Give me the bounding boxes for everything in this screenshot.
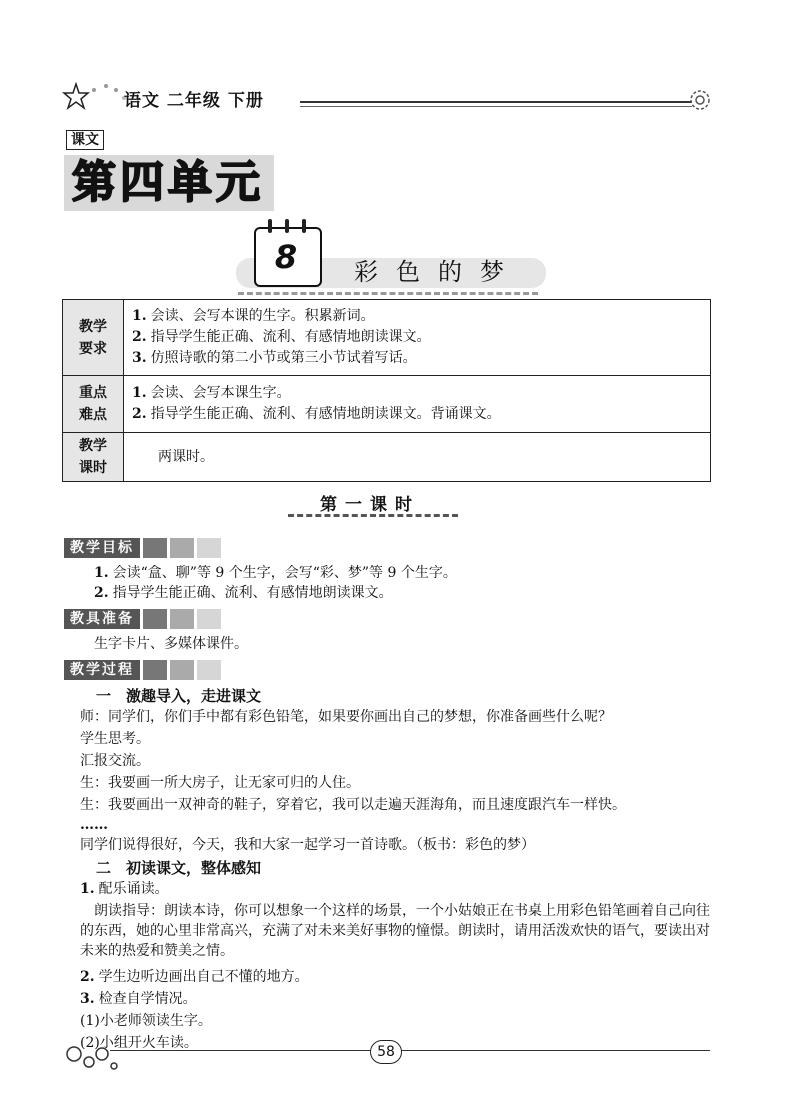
item-number: 3. — [80, 991, 95, 1007]
decor-block — [143, 609, 167, 629]
unit-title: 第四单元 — [72, 157, 264, 208]
footer-rule — [110, 1050, 710, 1051]
dialogue-line: 汇报交流。 — [80, 753, 150, 769]
process-heading — [64, 660, 221, 680]
process-item — [80, 879, 169, 899]
dialogue-line: 生：我要画出一双神奇的鞋子，穿着它，我可以走遍天涯海角，而且速度跟汽车一样快。 — [80, 797, 626, 813]
decor-block — [197, 609, 221, 629]
goals-heading — [64, 538, 221, 558]
decor-block — [197, 660, 221, 680]
table-row — [63, 376, 711, 433]
item-text: 学生边听边画出自己不懂的地方。 — [98, 969, 309, 985]
banner-dashed-rule — [238, 292, 538, 295]
header-rule — [300, 101, 692, 103]
header-rule-thin — [300, 106, 692, 107]
dialogue-line: 同学们说得很好，今天，我和大家一起学习一首诗歌。（板书：彩色的梦） — [80, 837, 535, 853]
process-item — [80, 989, 197, 1009]
reading-guidance-paragraph: 朗读指导：朗读本诗，你可以想象一个这样的场景，一个小姑娘正在书桌上用彩色铅笔画着自己向往的东西，她的心里非常高兴，充满了对未来美好事物的憧憬。朗读时，请用活泼欢快的语气，要读出对未来的热爱和赞美之情。 — [80, 903, 710, 959]
table-row — [63, 300, 711, 376]
item-text: 检查自学情况。 — [98, 991, 197, 1007]
item-text: 指导学生能正确、流利、有感情地朗读课文。 — [112, 585, 393, 601]
dialogue-line: 师：同学们，你们手中都有彩色铅笔，如果要你画出自己的梦想，你准备画些什么呢？ — [80, 709, 612, 725]
ellipsis-line: …… — [80, 817, 108, 833]
prep-label: 教具准备 — [64, 609, 140, 629]
item-text: 仿照诗歌的第二小节或第三小节试着写话。 — [150, 350, 417, 366]
row-content — [124, 376, 711, 433]
dialogue-line: 学生思考。 — [80, 731, 150, 747]
item-text: 会读“盒、聊”等 9 个生字，会写“彩、梦”等 9 个生字。 — [112, 565, 457, 581]
section-underline — [288, 514, 458, 521]
item-text: 配乐诵读。 — [98, 881, 169, 897]
lesson-number: 8 — [274, 238, 298, 276]
row-head: 重点 难点 — [63, 376, 124, 433]
item-number: 1. — [132, 385, 147, 401]
lesson-type-tag: 课文 — [66, 130, 104, 150]
sub-item: (1)小老师领读生字。 — [80, 1013, 212, 1029]
item-number: 2. — [132, 406, 147, 422]
step-one-heading: 一 激趣导入，走进课文 — [96, 687, 262, 705]
item-number: 3. — [132, 350, 147, 366]
prep-heading — [64, 609, 221, 629]
decor-block — [170, 660, 194, 680]
item-number: 2. — [80, 969, 95, 985]
book-header-title: 语文 二年级 下册 — [124, 91, 264, 111]
decor-block — [197, 538, 221, 558]
step-two-heading: 二 初读课文，整体感知 — [96, 859, 262, 877]
teaching-requirements-table — [62, 299, 711, 482]
sub-item: (2)小组开火车读。 — [80, 1035, 198, 1051]
decor-block — [170, 609, 194, 629]
goal-item — [94, 583, 393, 603]
dialogue-line: 生：我要画一所大房子，让无家可归的人住。 — [80, 775, 360, 791]
row-content: 两课时。 — [124, 433, 711, 482]
row-head: 教学 要求 — [63, 300, 124, 376]
item-number: 1. — [132, 308, 147, 324]
item-number: 2. — [94, 585, 109, 601]
row-head: 教学 课时 — [63, 433, 124, 482]
process-label: 教学过程 — [64, 660, 140, 680]
header-spiral-icon — [688, 88, 712, 112]
item-text: 指导学生能正确、流利、有感情地朗读课文。背诵课文。 — [150, 406, 501, 422]
section-title: 第一课时 — [320, 495, 420, 515]
item-number: 1. — [80, 881, 95, 897]
page-number: 58 — [370, 1040, 402, 1064]
goal-item — [94, 563, 457, 583]
goals-label: 教学目标 — [64, 538, 140, 558]
decor-block — [143, 538, 167, 558]
process-item — [80, 967, 309, 987]
footer-bubbles-decoration — [64, 1040, 124, 1076]
item-number: 2. — [132, 329, 147, 345]
decor-block — [170, 538, 194, 558]
item-text: 指导学生能正确、流利、有感情地朗读课文。 — [150, 329, 431, 345]
item-text: 会读、会写本课的生字。积累新词。 — [150, 308, 375, 324]
unit-title-box — [64, 155, 274, 211]
prep-text: 生字卡片、多媒体课件。 — [94, 636, 248, 652]
row-content — [124, 300, 711, 376]
item-text: 会读、会写本课生字。 — [150, 385, 291, 401]
lesson-title: 彩色的梦 — [354, 258, 522, 286]
table-row — [63, 433, 711, 482]
decor-block — [143, 660, 167, 680]
item-number: 1. — [94, 565, 109, 581]
